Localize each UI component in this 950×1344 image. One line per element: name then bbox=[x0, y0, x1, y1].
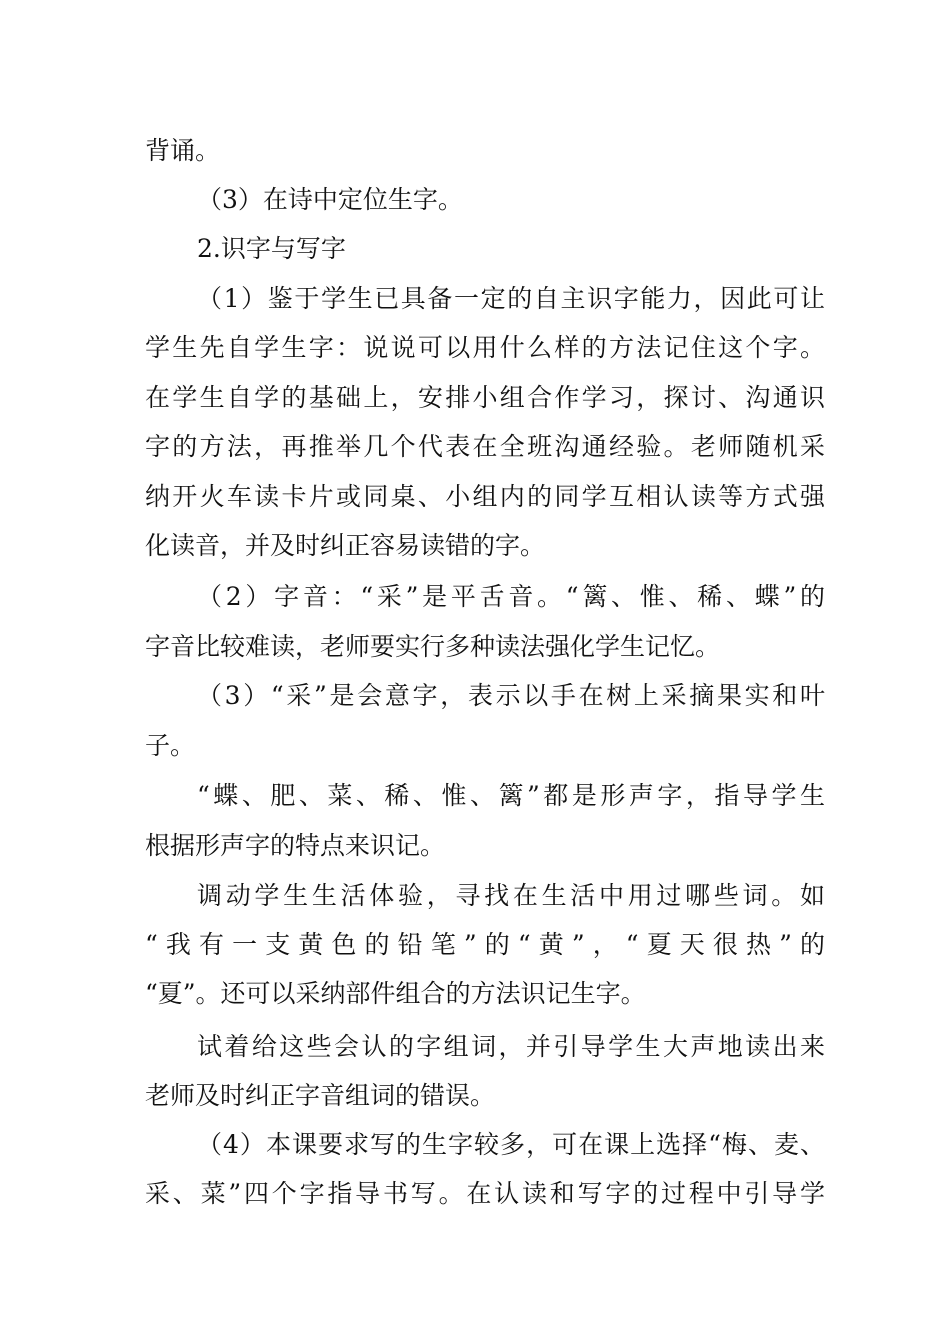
text-line: 在学生自学的基础上，安排小组合作学习，探讨、沟通识 bbox=[145, 383, 825, 412]
text-line: “蝶、肥、菜、稀、惟、篱”都是形声字，指导学生 bbox=[197, 781, 825, 810]
text-line: （3）在诗中定位生字。 bbox=[197, 185, 463, 214]
text-line: “夏”。还可以采纳部件组合的方法识记生字。 bbox=[145, 979, 646, 1008]
text-line: 背诵。 bbox=[145, 136, 221, 165]
text-line: （1）鉴于学生已具备一定的自主识字能力，因此可让 bbox=[197, 284, 825, 313]
text-line: （4）本课要求写的生字较多，可在课上选择“梅、麦、 bbox=[197, 1130, 825, 1159]
text-line: （3）“采”是会意字，表示以手在树上采摘果实和叶 bbox=[197, 681, 825, 710]
text-line: （2）字音：“采”是平舌音。“篱、惟、稀、蝶”的 bbox=[197, 582, 825, 611]
section-heading: 2.识字与写字 bbox=[197, 234, 346, 263]
text-line: 老师及时纠正字音组词的错误。 bbox=[145, 1081, 496, 1110]
text-line: 子。 bbox=[145, 731, 196, 760]
text-line: 采、菜”四个字指导书写。在认读和写字的过程中引导学 bbox=[145, 1179, 825, 1208]
text-line: 化读音，并及时纠正容易读错的字。 bbox=[145, 531, 546, 560]
text-line: “我有一支黄色的铅笔”的“黄”，“夏天很热”的 bbox=[145, 930, 825, 959]
text-line: 调动学生生活体验，寻找在生活中用过哪些词。如 bbox=[197, 881, 825, 910]
text-line: 字音比较难读，老师要实行多种读法强化学生记忆。 bbox=[145, 632, 721, 661]
text-line: 试着给这些会认的字组词，并引导学生大声地读出来 bbox=[197, 1032, 825, 1061]
text-line: 学生先自学生字：说说可以用什么样的方法记住这个字。 bbox=[145, 333, 825, 362]
text-line: 字的方法，再推举几个代表在全班沟通经验。老师随机采 bbox=[145, 432, 825, 461]
text-line: 根据形声字的特点来识记。 bbox=[145, 831, 446, 860]
text-line: 纳开火车读卡片或同桌、小组内的同学互相认读等方式强 bbox=[145, 482, 825, 511]
